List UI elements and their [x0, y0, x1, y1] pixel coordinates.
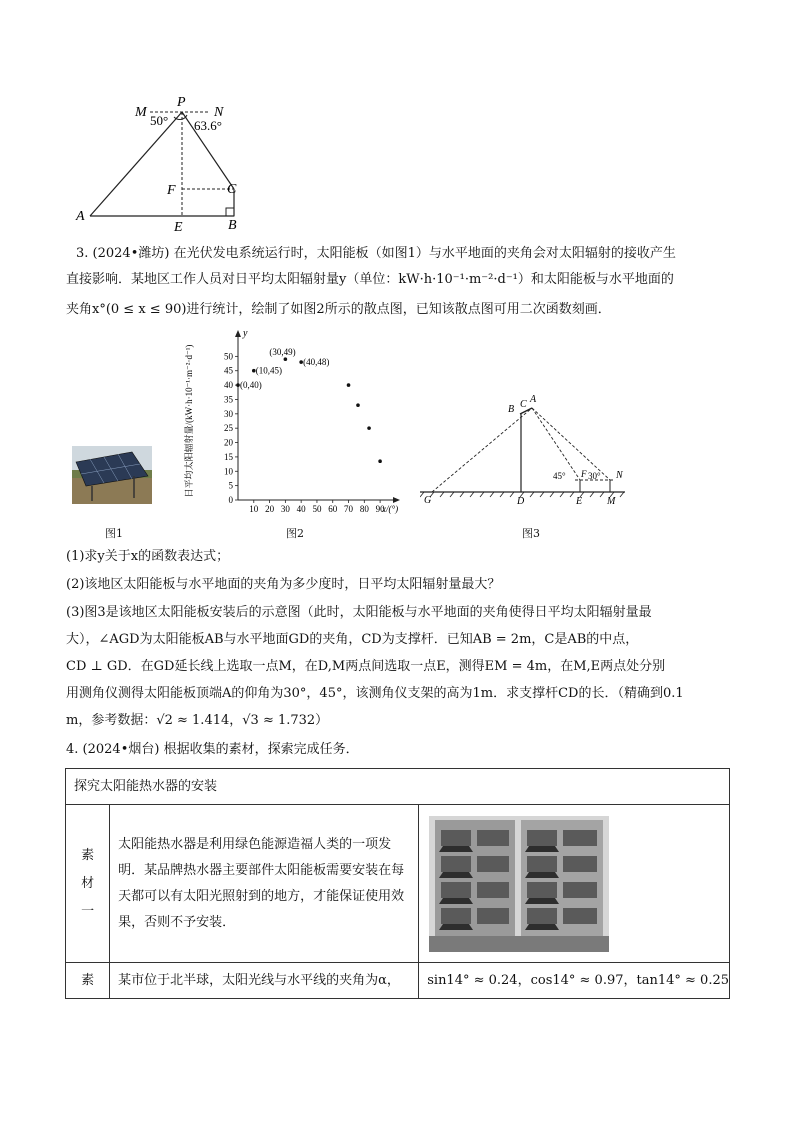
y-tick-label: 35: [224, 394, 233, 405]
row2-text: 某市位于北半球，太阳光线与水平线的夹角为α，: [110, 963, 419, 999]
fig3-angle-45: 45°: [553, 471, 566, 481]
fig3-label-F: F: [581, 469, 587, 479]
fig3-label-G: G: [424, 495, 432, 506]
q3-line2: 直接影响．某地区工作人员对日平均太阳辐射量y（单位：kW·h·10⁻¹·m⁻²·d⁻¹）和太阳能板与水平地面的: [66, 272, 674, 287]
angle-63-label: 63.6°: [194, 118, 222, 133]
data-point-label: (40,48): [303, 357, 330, 368]
fig1-caption: 图1: [105, 527, 123, 540]
y-axis-label: 日平均太阳辐射量/(kW·h·10⁻¹·m⁻²·d⁻¹): [184, 344, 194, 498]
data-point-label: (0,40): [240, 380, 262, 391]
data-point: [356, 403, 360, 407]
y-tick-label: 20: [224, 437, 233, 448]
x-tick-label: 90: [375, 504, 385, 514]
materials-table: [65, 768, 730, 999]
x-tick-label: 70: [344, 504, 354, 514]
label-P: P: [177, 95, 186, 110]
q3-line3: 夹角x°(0 ≤ x ≤ 90)进行统计，绘制了如图2所示的散点图，已知该散点图可用二次函数刻画．: [66, 302, 611, 317]
data-point: [284, 357, 288, 361]
angle-50-label: 50°: [150, 113, 169, 128]
x-tick-label: 80: [359, 504, 369, 514]
fig3-label-E: E: [576, 496, 583, 507]
installation-diagram: [420, 390, 635, 515]
label-A: A: [76, 209, 85, 224]
data-point-label: (30,49): [269, 347, 296, 358]
data-point: [378, 459, 382, 463]
fig3-angle-30: 30°: [588, 471, 601, 481]
q3-sub3-line3: CD ⊥ GD．在GD延长线上选取一点M，在D,M两点间选取一点E，测得EM = 4m，在M,E两点处分别: [66, 659, 666, 674]
y-tick-label: 40: [224, 380, 233, 391]
fig3-label-M: M: [607, 496, 616, 507]
x-axis-arrow: [393, 497, 400, 503]
row2-label: 素: [66, 963, 110, 999]
y-tick-label: 10: [224, 466, 233, 477]
q3-sub3-line2: 大），∠AGD为太阳能板AB与水平地面GD的夹角，CD为支撑杆．已知AB = 2m，C是AB的中点，: [66, 632, 639, 647]
q3-sub2: (2)该地区太阳能板与水平地面的夹角为多少度时，日平均太阳辐射量最大？: [66, 577, 501, 592]
x-tick-label: 60: [328, 504, 338, 514]
fig3-label-C: C: [520, 399, 527, 410]
q3-sub3-line5: m，参考数据：√2 ≈ 1.414，√3 ≈ 1.732）: [66, 713, 329, 728]
x-axis-label: x/(°): [382, 504, 399, 514]
y-tick-label: 30: [224, 408, 233, 419]
x-tick-label: 10: [249, 504, 259, 514]
top-geometry-figure: [70, 92, 250, 232]
x-tick-label: 20: [265, 504, 275, 514]
label-N: N: [214, 105, 224, 120]
y-axis-arrow: [235, 330, 241, 337]
label-C: C: [227, 182, 237, 197]
building-photo: [429, 816, 609, 952]
q4-intro: 4. (2024•烟台) 根据收集的素材，探索完成任务．: [66, 742, 359, 757]
q3-line1: 3. (2024•潍坊) 在光伏发电系统运行时，太阳能板（如图1）与水平地面的夹角会对太阳辐射的接收产生: [76, 246, 676, 261]
y-tick-label: 50: [224, 351, 233, 362]
fig2-caption: 图2: [286, 527, 304, 540]
fig3-caption: 图3: [522, 527, 540, 540]
row1-label: 素材一: [66, 805, 110, 963]
data-point: [367, 426, 371, 430]
fig3-label-D: D: [517, 496, 525, 507]
q3-sub3-line1: (3)图3是该地区太阳能板安装后的示意图（此时，太阳能板与水平地面的夹角使得日平均太阳辐射量最: [66, 605, 652, 620]
row1-image-cell: [419, 805, 730, 963]
y-tick-label: 15: [224, 451, 233, 462]
scatter-chart: [180, 330, 410, 520]
label-M: M: [135, 105, 147, 120]
fig3-label-A: A: [530, 394, 537, 405]
label-F: F: [167, 183, 176, 198]
solar-panel-photo: [72, 446, 152, 504]
data-point: [347, 383, 351, 387]
fig3-label-N: N: [616, 470, 623, 481]
y-tick-label: 5: [228, 480, 233, 491]
x-tick-label: 30: [280, 504, 290, 514]
label-E: E: [174, 220, 183, 232]
table-title: 探究太阳能热水器的安装: [66, 769, 730, 805]
y-tick-label: 45: [224, 365, 233, 376]
y-tick-label: 25: [224, 423, 233, 434]
y-tick-label: 0: [228, 495, 233, 505]
x-tick-label: 50: [312, 504, 322, 514]
label-B: B: [228, 218, 237, 232]
x-tick-label: 40: [296, 504, 306, 514]
q3-sub1: (1)求y关于x的函数表达式；: [66, 549, 230, 564]
data-point-label: (10,45): [255, 365, 283, 376]
y-axis-letter: y: [243, 330, 248, 339]
fig3-label-B: B: [508, 404, 515, 415]
row2-formula: sin14° ≈ 0.24，cos14° ≈ 0.97，tan14° ≈ 0.25: [419, 963, 730, 999]
q3-sub3-line4: 用测角仪测得太阳能板顶端A的仰角为30°，45°，该测角仪支架的高为1m．求支撑杆CD的长．（精确到0.1: [66, 686, 684, 701]
row1-text: 太阳能热水器是利用绿色能源造福人类的一项发明．某品牌热水器主要部件太阳能板需要安装在每天都可以有太阳光照射到的地方，才能保证使用效果，否则不予安装．: [110, 805, 419, 963]
